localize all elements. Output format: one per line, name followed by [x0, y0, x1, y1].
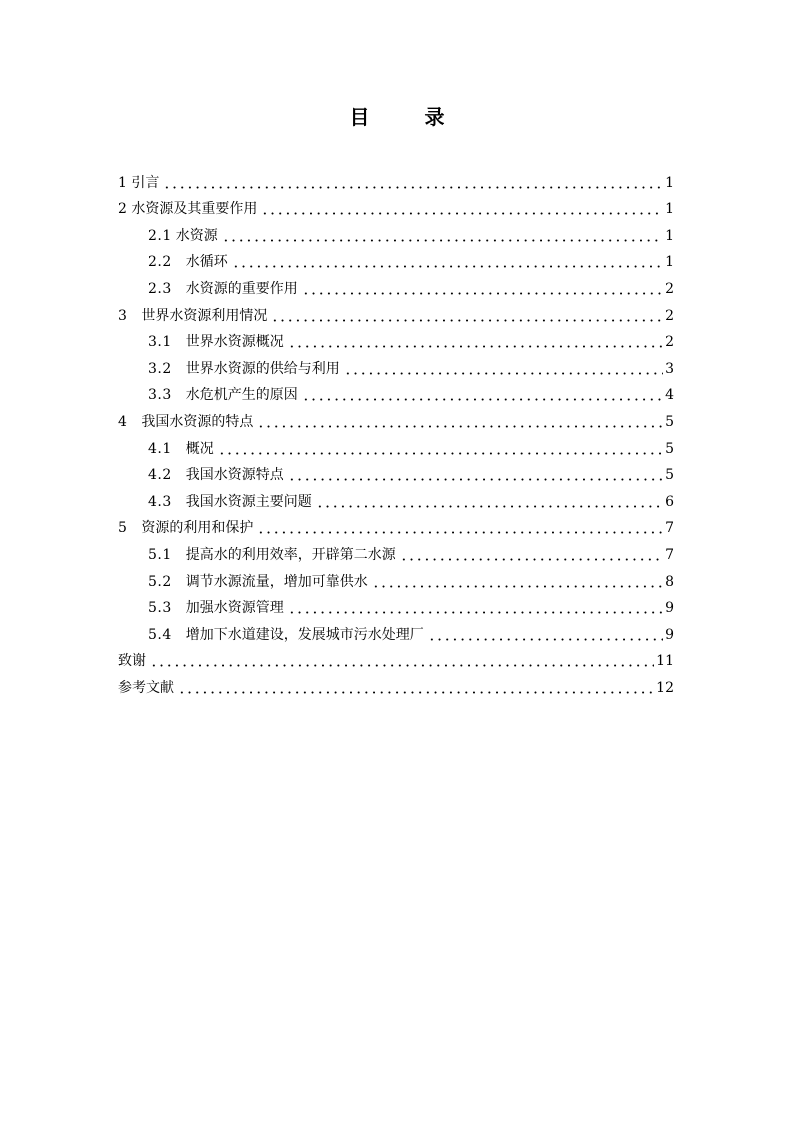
- toc-entry-title: 水循环: [185, 254, 228, 271]
- toc-entry[interactable]: [118, 271, 674, 298]
- toc-entry[interactable]: [118, 325, 674, 352]
- dot-leader: [218, 452, 663, 455]
- toc-entry-title: 资源的利用和保护: [141, 520, 254, 537]
- toc-entry-number: 4.2: [148, 467, 172, 484]
- dot-leader: [271, 319, 663, 322]
- toc-entry-page-number: 2: [665, 334, 674, 351]
- toc-entry-title: 世界水资源概况: [185, 334, 284, 351]
- toc-entry[interactable]: [118, 378, 674, 405]
- toc-entry-number: 5.3: [148, 600, 172, 617]
- toc-entry-title: 参考文献: [118, 679, 174, 696]
- dot-leader: [163, 186, 663, 189]
- toc-entry-page-number: 5: [665, 440, 674, 457]
- toc-entry[interactable]: [118, 670, 674, 697]
- toc-entry-number: 5.4: [148, 626, 172, 643]
- toc-entry-number: 1: [118, 174, 128, 191]
- toc-entry-title: 引言: [131, 174, 160, 191]
- dot-leader: [222, 239, 663, 242]
- dot-leader: [288, 611, 663, 614]
- toc-entry-page-number: 11: [656, 653, 674, 670]
- toc-entry[interactable]: [118, 537, 674, 564]
- table-of-contents: [118, 165, 674, 697]
- toc-entry[interactable]: [118, 192, 674, 219]
- toc-entry-title: 致谢: [118, 653, 146, 670]
- toc-entry-page-number: 7: [665, 546, 674, 563]
- toc-entry-page-number: 6: [665, 493, 674, 510]
- toc-entry[interactable]: [118, 245, 674, 272]
- dot-leader: [150, 664, 654, 667]
- toc-entry-title: 世界水资源的供给与利用: [185, 360, 340, 377]
- dot-leader: [428, 638, 663, 641]
- dot-leader: [232, 265, 663, 268]
- page-title: 目 录: [349, 105, 469, 129]
- toc-entry[interactable]: [118, 431, 674, 458]
- toc-entry-page-number: 4: [665, 387, 674, 404]
- toc-entry[interactable]: [118, 484, 674, 511]
- toc-entry[interactable]: [118, 511, 674, 538]
- toc-entry-number: 3: [118, 307, 128, 324]
- dot-leader: [344, 372, 663, 375]
- toc-entry-page-number: 9: [665, 626, 674, 643]
- toc-entry-page-number: 7: [665, 520, 674, 537]
- toc-entry-number: 2.1: [148, 227, 172, 244]
- toc-entry-page-number: 9: [665, 600, 674, 617]
- dot-leader: [178, 691, 654, 694]
- toc-entry-number: 4: [118, 413, 128, 430]
- toc-entry-number: 3.1: [148, 334, 172, 351]
- toc-entry[interactable]: [118, 404, 674, 431]
- toc-entry-page-number: 3: [665, 360, 674, 377]
- dot-leader: [257, 425, 663, 428]
- toc-entry-title: 水资源: [175, 227, 218, 244]
- toc-entry-page-number: 5: [665, 413, 674, 430]
- toc-entry[interactable]: [118, 458, 674, 485]
- toc-entry-title: 加强水资源管理: [185, 600, 284, 617]
- toc-entry-title: 我国水资源的特点: [141, 413, 254, 430]
- toc-entry[interactable]: [118, 298, 674, 325]
- toc-entry-page-number: 8: [665, 573, 674, 590]
- toc-entry-number: 2.3: [148, 280, 172, 297]
- toc-entry-number: 4.1: [148, 440, 172, 457]
- toc-entry-number: 5: [118, 520, 128, 537]
- dot-leader: [302, 398, 663, 401]
- toc-entry-number: 2: [118, 201, 128, 218]
- toc-entry-page-number: 1: [665, 201, 674, 218]
- toc-entry[interactable]: [118, 218, 674, 245]
- toc-entry[interactable]: [118, 591, 674, 618]
- dot-leader: [372, 585, 663, 588]
- toc-entry[interactable]: [118, 564, 674, 591]
- toc-entry-number: 5.2: [148, 573, 172, 590]
- dot-leader: [288, 478, 663, 481]
- toc-entry-title: 水资源的重要作用: [185, 280, 298, 297]
- toc-entry-title: 调节水源流量，增加可靠供水: [185, 573, 368, 590]
- dot-leader: [288, 345, 663, 348]
- dot-leader: [261, 212, 663, 215]
- dot-leader: [400, 558, 663, 561]
- toc-entry-number: 3.2: [148, 360, 172, 377]
- toc-entry[interactable]: [118, 617, 674, 644]
- toc-entry-number: 2.2: [148, 254, 172, 271]
- toc-entry-number: 5.1: [148, 546, 172, 563]
- toc-entry-page-number: 1: [665, 174, 674, 191]
- toc-entry-page-number: 1: [665, 227, 674, 244]
- toc-entry-page-number: 2: [665, 307, 674, 324]
- dot-leader: [257, 531, 663, 534]
- toc-entry[interactable]: [118, 644, 674, 671]
- toc-entry[interactable]: [118, 351, 674, 378]
- toc-entry-page-number: 5: [665, 467, 674, 484]
- toc-entry-title: 水资源及其重要作用: [131, 201, 258, 218]
- toc-entry-title: 概况: [185, 440, 214, 457]
- toc-entry[interactable]: [118, 165, 674, 192]
- toc-entry-title: 提高水的利用效率，开辟第二水源: [185, 546, 396, 563]
- toc-entry-page-number: 1: [665, 254, 674, 271]
- toc-entry-page-number: 12: [656, 679, 674, 696]
- toc-entry-title: 世界水资源利用情况: [141, 307, 268, 324]
- toc-entry-number: 4.3: [148, 493, 172, 510]
- toc-entry-title: 水危机产生的原因: [185, 387, 298, 404]
- toc-entry-title: 我国水资源特点: [185, 467, 284, 484]
- toc-entry-page-number: 2: [665, 280, 674, 297]
- toc-entry-number: 3.3: [148, 387, 172, 404]
- toc-entry-title: 增加下水道建设，发展城市污水处理厂: [185, 626, 424, 643]
- dot-leader: [302, 292, 663, 295]
- toc-entry-title: 我国水资源主要问题: [185, 493, 312, 510]
- dot-leader: [316, 505, 663, 508]
